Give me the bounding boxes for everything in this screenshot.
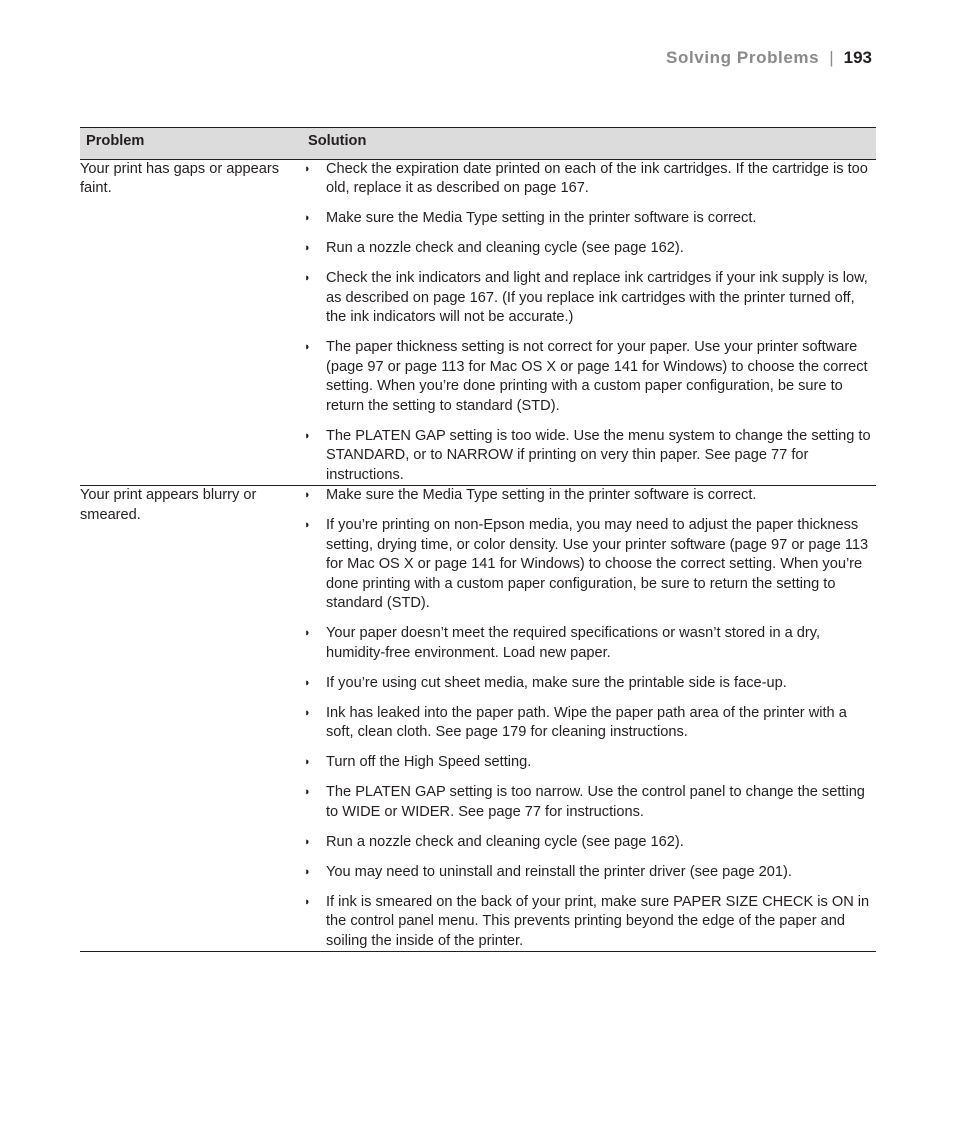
- solution-text: Run a nozzle check and cleaning cycle (see page 162).: [326, 833, 684, 850]
- bullet-icon: ◗: [304, 489, 311, 501]
- bullet-icon: ◗: [304, 865, 311, 878]
- page-number: 193: [843, 48, 872, 67]
- column-header-solution: Solution: [308, 133, 367, 149]
- bullet-icon: ◗: [304, 756, 311, 768]
- solution-item: [302, 427, 876, 486]
- bullet-icon: ◗: [304, 429, 311, 442]
- solution-text: , or to: [405, 447, 447, 463]
- solution-item: [302, 160, 876, 199]
- solution-text: STD: [391, 595, 421, 611]
- solution-item: [302, 833, 876, 853]
- solution-item: [302, 674, 876, 694]
- solution-text: The PLATEN GAP setting is too wide. Use the menu system to change the setting to: [326, 427, 871, 444]
- solution-text: If you’re using cut sheet media, make sure the printable side is face-up.: [326, 674, 787, 691]
- bullet-icon: ◗: [304, 706, 311, 719]
- solution-text: WIDE: [342, 803, 381, 820]
- solution-text: WIDER: [401, 803, 451, 820]
- solution-item: [302, 338, 876, 416]
- bullet-icon: ◗: [304, 676, 311, 689]
- problem-cell: Your print appears blurry or smeared.: [80, 486, 302, 952]
- solution-text: The PLATEN GAP setting is too narrow. Use the control panel to change the setting to: [326, 784, 865, 820]
- solution-item: [302, 516, 876, 614]
- bullet-icon: ◗: [304, 895, 311, 908]
- solution-text: ON: [831, 893, 854, 910]
- solution-text: if printing on very thin paper. See page 77 for instructions.: [326, 447, 809, 483]
- solution-text: Run a nozzle check and cleaning cycle (see page 162).: [326, 240, 684, 256]
- solution-item: [302, 486, 876, 506]
- section-title: Solving Problems: [666, 48, 820, 67]
- solution-text: in the control panel menu. This prevents printing beyond the edge of the paper and soiling the inside of the printer.: [326, 893, 870, 949]
- solution-text: NARROW: [446, 447, 514, 463]
- solution-text: STANDARD: [326, 447, 406, 463]
- table-header-row: [80, 128, 876, 160]
- solution-item: [302, 893, 876, 952]
- bullet-icon: ◗: [304, 786, 311, 798]
- solution-text: ).: [420, 595, 430, 611]
- problem-cell: Your print has gaps or appears faint.: [80, 159, 302, 486]
- solution-text: . See page 77 for instructions.: [450, 803, 644, 820]
- solution-item: [302, 863, 876, 883]
- page-header: [666, 48, 872, 68]
- solution-text: You may need to uninstall and reinstall the printer driver (see page 201).: [326, 863, 792, 880]
- solution-text: Make sure the: [326, 210, 423, 226]
- solution-text: High Speed: [403, 754, 481, 770]
- bullet-icon: ◗: [304, 835, 311, 848]
- solution-text: The paper thickness setting is not correct for your paper. Use your printer software (page 97 or page 113 for Mac OS X or page 141 for Windows) to choose the correct setting. When you’re done printing with a custom paper configuration, be sure to return the setting to standard (: [326, 339, 868, 414]
- problem-solution-table: [80, 127, 876, 952]
- solution-text: setting in the printer software is correct.: [497, 487, 757, 503]
- bullet-icon: ◗: [304, 272, 311, 284]
- solution-cell: [302, 486, 876, 952]
- solution-text: Media Type: [422, 487, 498, 503]
- bullet-icon: ◗: [304, 162, 311, 175]
- column-header-problem: Problem: [86, 133, 145, 149]
- solution-text: Check the ink indicators and light and replace ink cartridges if your ink supply is low, as described on page 167. (If you replace ink cartridges with the printer turned off, the ink indicators will not be accurate.): [326, 270, 868, 325]
- bullet-icon: ◗: [304, 627, 311, 639]
- solution-item: [302, 753, 876, 773]
- solution-text: or: [380, 803, 402, 820]
- solution-text: Media Type: [422, 210, 498, 226]
- solution-item: [302, 239, 876, 259]
- solution-text: setting.: [480, 754, 532, 770]
- solution-list: [302, 486, 876, 951]
- solution-list: [302, 160, 876, 486]
- header-separator: |: [829, 48, 834, 67]
- solution-text: STD: [521, 397, 551, 414]
- solution-item: [302, 624, 876, 663]
- bullet-icon: ◗: [304, 519, 311, 531]
- solution-text: Make sure the: [326, 487, 423, 503]
- solution-text: setting in the printer software is correct.: [497, 210, 757, 226]
- table-row: [80, 486, 876, 952]
- bullet-icon: ◗: [304, 242, 311, 254]
- bullet-icon: ◗: [304, 341, 311, 353]
- solution-text: ).: [550, 397, 560, 414]
- bullet-icon: ◗: [304, 212, 311, 224]
- solution-text: Turn off the: [326, 754, 404, 770]
- solution-text: If ink is smeared on the back of your print, make sure PAPER SIZE CHECK is: [326, 893, 832, 910]
- solution-text: Check the expiration date printed on each of the ink cartridges. If the cartridge is too old, replace it as described on page 167.: [326, 160, 868, 196]
- solution-item: [302, 209, 876, 229]
- solution-text: Your paper doesn’t meet the required specifications or wasn’t stored in a dry, humidity-free environment. Load new paper.: [326, 625, 821, 661]
- solution-item: [302, 704, 876, 743]
- solution-item: [302, 783, 876, 822]
- table-header: [80, 128, 876, 160]
- solution-text: If you’re printing on non-Epson media, you may need to adjust the paper thickness setting, drying time, or color density. Use your printer software (page 97 or page 113 for Mac OS X or page 141 for Windows) to choose the correct setting. When you’re done printing with a custom paper configuration, be sure to return the setting to standard (: [326, 517, 869, 611]
- table-row: [80, 159, 876, 486]
- solution-cell: [302, 159, 876, 486]
- solution-text: Ink has leaked into the paper path. Wipe the paper path area of the printer with a soft, clean cloth. See page 179 for cleaning instructions.: [326, 704, 847, 740]
- solution-item: [302, 269, 876, 328]
